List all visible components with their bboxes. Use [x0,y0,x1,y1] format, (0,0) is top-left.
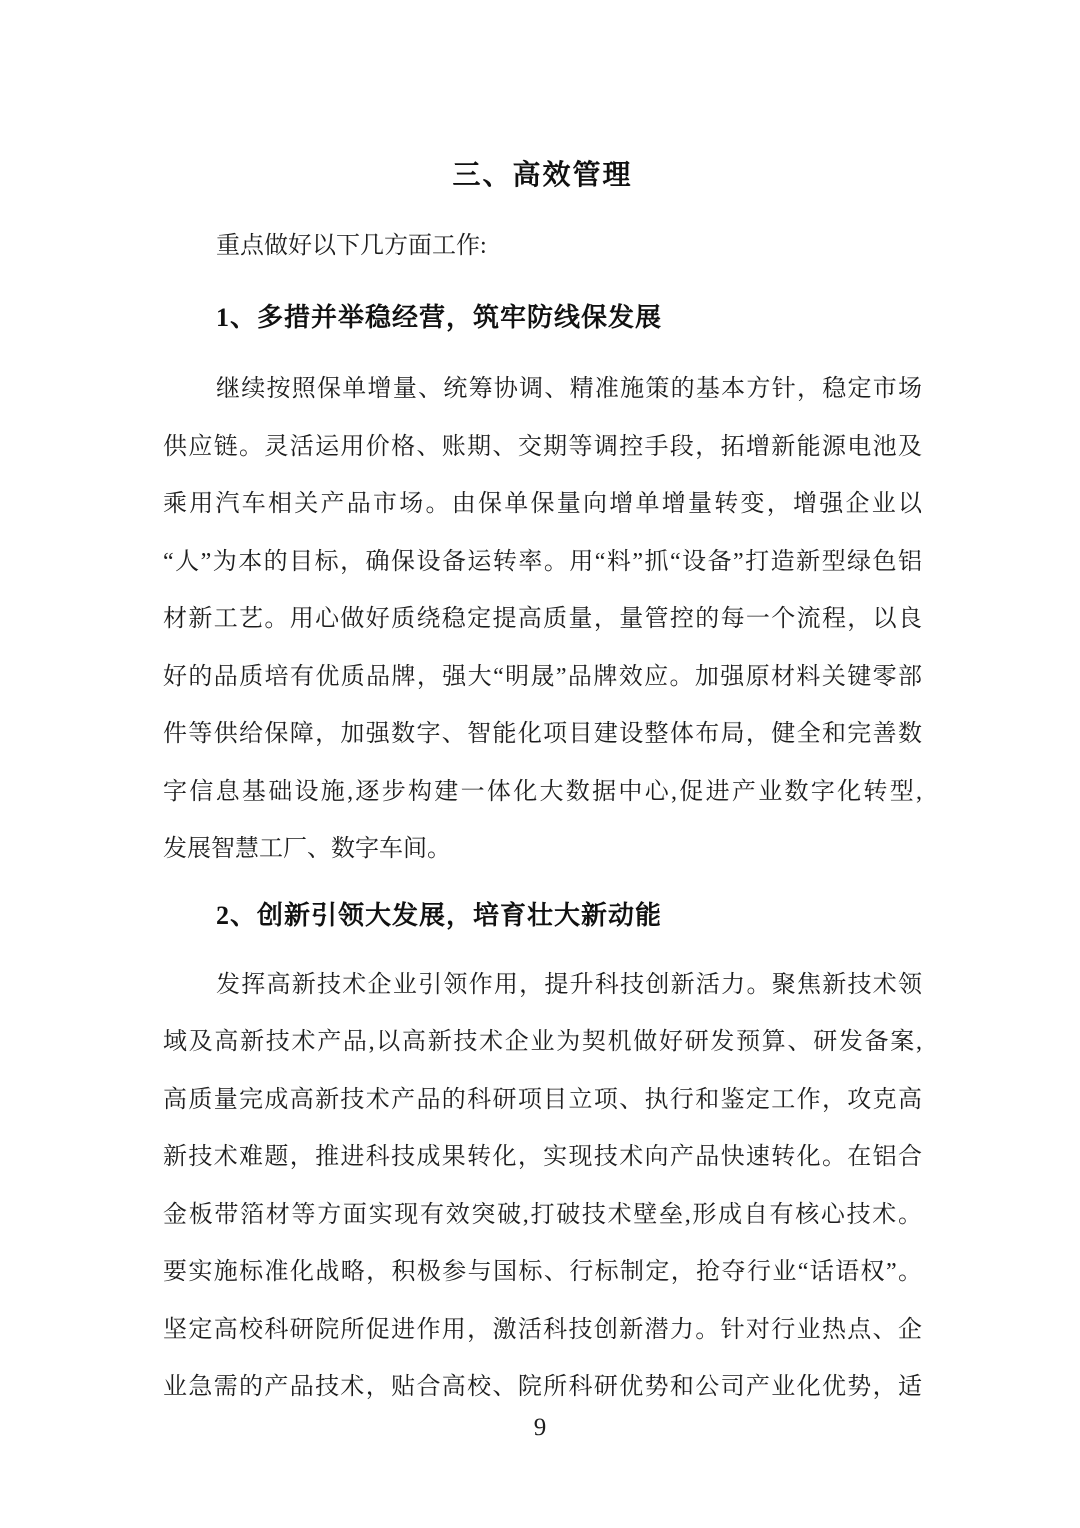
paragraph-line: 要实施标准化战略，积极参与国标、行标制定，抢夺行业“话语权”。 [163,1259,922,1285]
paragraph-line: 好的品质培有优质品牌，强大“明晟”品牌效应。加强原材料关键零部 [163,663,922,690]
paragraph-line: 域及高新技术产品,以高新技术企业为契机做好研发预算、研发备案, [163,1029,922,1055]
page-number: 9 [533,1414,547,1441]
paragraph-line: 字信息基础设施,逐步构建一体化大数据中心,促进产业数字化转型, [163,778,922,805]
paragraph-line: 材新工艺。用心做好质绕稳定提高质量，量管控的每一个流程，以良 [163,606,922,632]
section-1-last-line: 发展智慧工厂、数字车间。 [163,836,451,862]
paragraph-line: 坚定高校科研院所促进作用，激活科技创新潜力。针对行业热点、企 [163,1316,922,1343]
paragraph-line: 乘用汽车相关产品市场。由保单保量向增单增量转变，增强企业以 [163,491,922,517]
section-2-heading: 2、创新引领大发展，培育壮大新动能 [216,900,663,930]
paragraph-line: “人”为本的目标，确保设备运转率。用“料”抓“设备”打造新型绿色铝 [163,548,922,575]
paragraph-line: 业急需的产品技术，贴合高校、院所科研优势和公司产业化优势，适 [163,1374,922,1400]
paragraph-line: 高质量完成高新技术产品的科研项目立项、执行和鉴定工作，攻克高 [163,1086,922,1113]
paragraph-line: 继续按照保单增量、统筹协调、精准施策的基本方针，稳定市场 [216,376,922,402]
paragraph-line: 发挥高新技术企业引领作用，提升科技创新活力。聚焦新技术领 [216,971,922,998]
paragraph-line: 新技术难题，推进科技成果转化，实现技术向产品快速转化。在铝合 [163,1144,922,1170]
intro-paragraph: 重点做好以下几方面工作: [216,233,487,259]
section-1-paragraph [163,361,922,821]
section-1-heading: 1、多措并举稳经营，筑牢防线保发展 [216,303,663,332]
paragraph-line: 件等供给保障，加强数字、智能化项目建设整体布局，健全和完善数 [163,721,922,747]
paragraph-line: 供应链。灵活运用价格、账期、交期等调控手段，拓增新能源电池及 [163,433,922,460]
paragraph-line: 金板带箔材等方面实现有效突破,打破技术壁垒,形成自有核心技术。 [163,1201,922,1228]
section-2-paragraph [163,957,922,1417]
page-title: 三、高效管理 [452,160,633,191]
